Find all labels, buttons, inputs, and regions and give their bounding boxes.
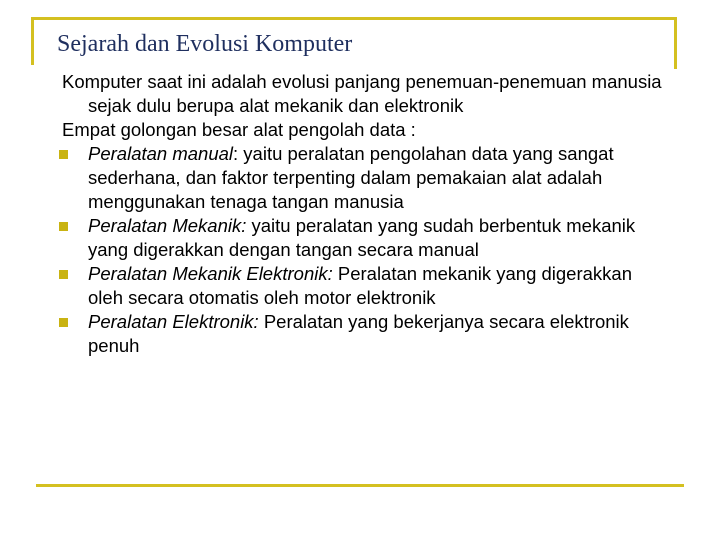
- bullet-term: Peralatan Elektronik:: [88, 311, 259, 332]
- square-bullet-icon: [59, 318, 68, 327]
- list-item: [62, 142, 672, 214]
- slide-title: Sejarah dan Evolusi Komputer: [57, 31, 353, 57]
- bullet-term: Peralatan manual: [88, 143, 234, 164]
- list-item: [62, 310, 672, 358]
- bullet-text: Peralatan mekanik yang digerakkan oleh secara otomatis oleh motor elektronik: [88, 263, 632, 308]
- bullet-text: yaitu peralatan yang sudah berbentuk mekanik yang digerakkan dengan tangan secara manual: [88, 215, 636, 260]
- subheading: Empat golongan besar alat pengolah data :: [62, 119, 416, 140]
- slide-content: [62, 70, 672, 358]
- bottom-rule: [36, 484, 684, 487]
- bullet-list: [62, 142, 672, 358]
- square-bullet-icon: [59, 222, 68, 231]
- square-bullet-icon: [59, 150, 68, 159]
- bullet-text: Peralatan yang bekerjanya secara elektronik penuh: [88, 311, 629, 356]
- square-bullet-icon: [59, 270, 68, 279]
- intro-paragraph: Komputer saat ini adalah evolusi panjang penemuan-penemuan manusia sejak dulu berupa alat mekanik dan elektronik: [62, 71, 662, 116]
- frame-top-line: [31, 17, 677, 20]
- bullet-text: : yaitu peralatan pengolahan data yang sangat sederhana, dan faktor terpenting dalam pemakaian alat adalah menggunakan tenaga tangan manusia: [88, 143, 614, 212]
- bullet-term: Peralatan Mekanik:: [88, 215, 247, 236]
- frame-right-line: [674, 17, 677, 69]
- list-item: [62, 262, 672, 310]
- list-item: [62, 214, 672, 262]
- frame-left-line: [31, 17, 34, 65]
- bullet-term: Peralatan Mekanik Elektronik:: [88, 263, 333, 284]
